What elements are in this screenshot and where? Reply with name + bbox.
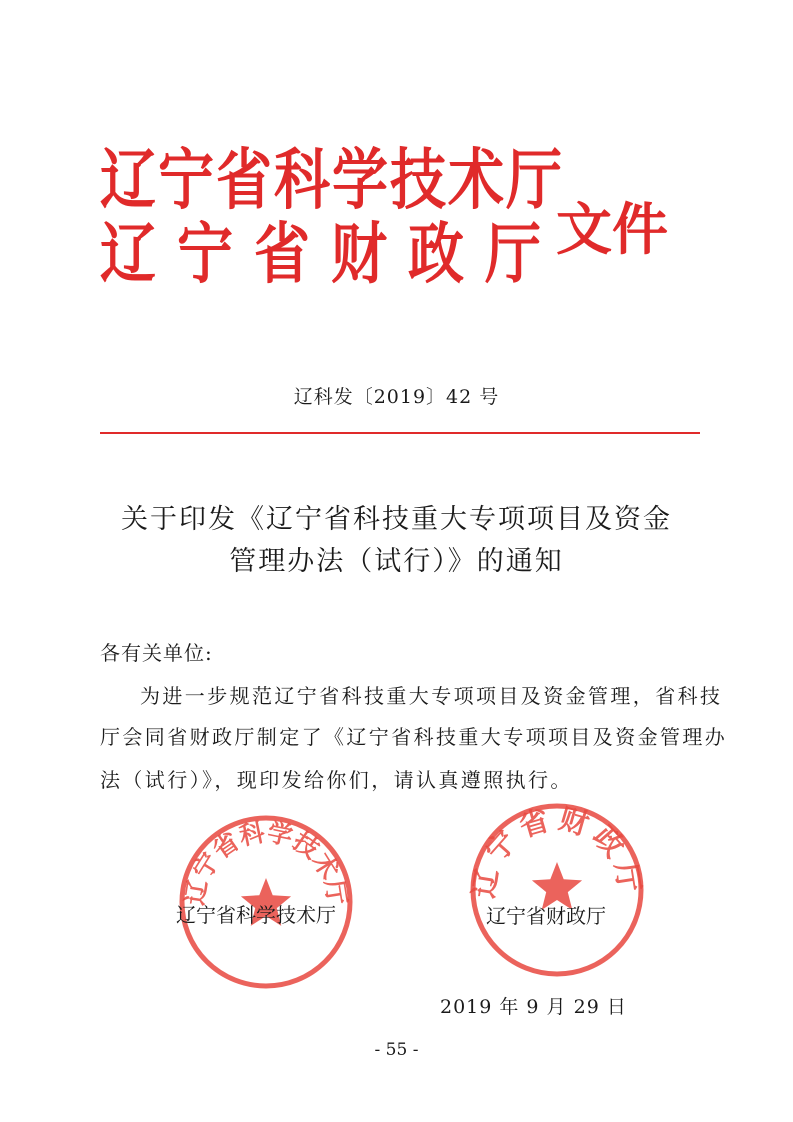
issuer-line-2: 辽宁省财政厅: [100, 216, 562, 293]
official-seal-right: [467, 800, 647, 980]
signature-left: 辽宁省科学技术厅: [176, 903, 336, 927]
issue-date: 2019 年 9 月 29 日: [440, 996, 627, 1018]
signature-right: 辽宁省财政厅: [486, 904, 606, 928]
issuer-line-1: 辽宁省科学技术厅: [100, 142, 564, 219]
page-number: - 55 -: [374, 1040, 419, 1060]
paragraph-line-3: 法（试行）》，现印发给你们，请认真遵照执行。: [100, 768, 573, 792]
title-line-2: 管理办法（试行）》的通知: [229, 546, 564, 577]
document-number: 辽科发〔2019〕42 号: [293, 386, 500, 408]
title-line-1: 关于印发《辽宁省科技重大专项项目及资金: [121, 504, 672, 535]
salutation: 各有关单位:: [100, 641, 213, 665]
issuer-suffix: 文件: [556, 198, 668, 263]
seal-left-text: 辽宁省科学技术厅: [180, 817, 352, 908]
red-divider: [100, 432, 700, 434]
paragraph-line-2: 厅会同省财政厅制定了《辽宁省科技重大专项项目及资金管理办: [100, 725, 728, 749]
paragraph-line-1: 为进一步规范辽宁省科技重大专项项目及资金管理，省科技: [140, 684, 723, 708]
seal-right-text: 辽宁省财政厅: [466, 801, 648, 901]
